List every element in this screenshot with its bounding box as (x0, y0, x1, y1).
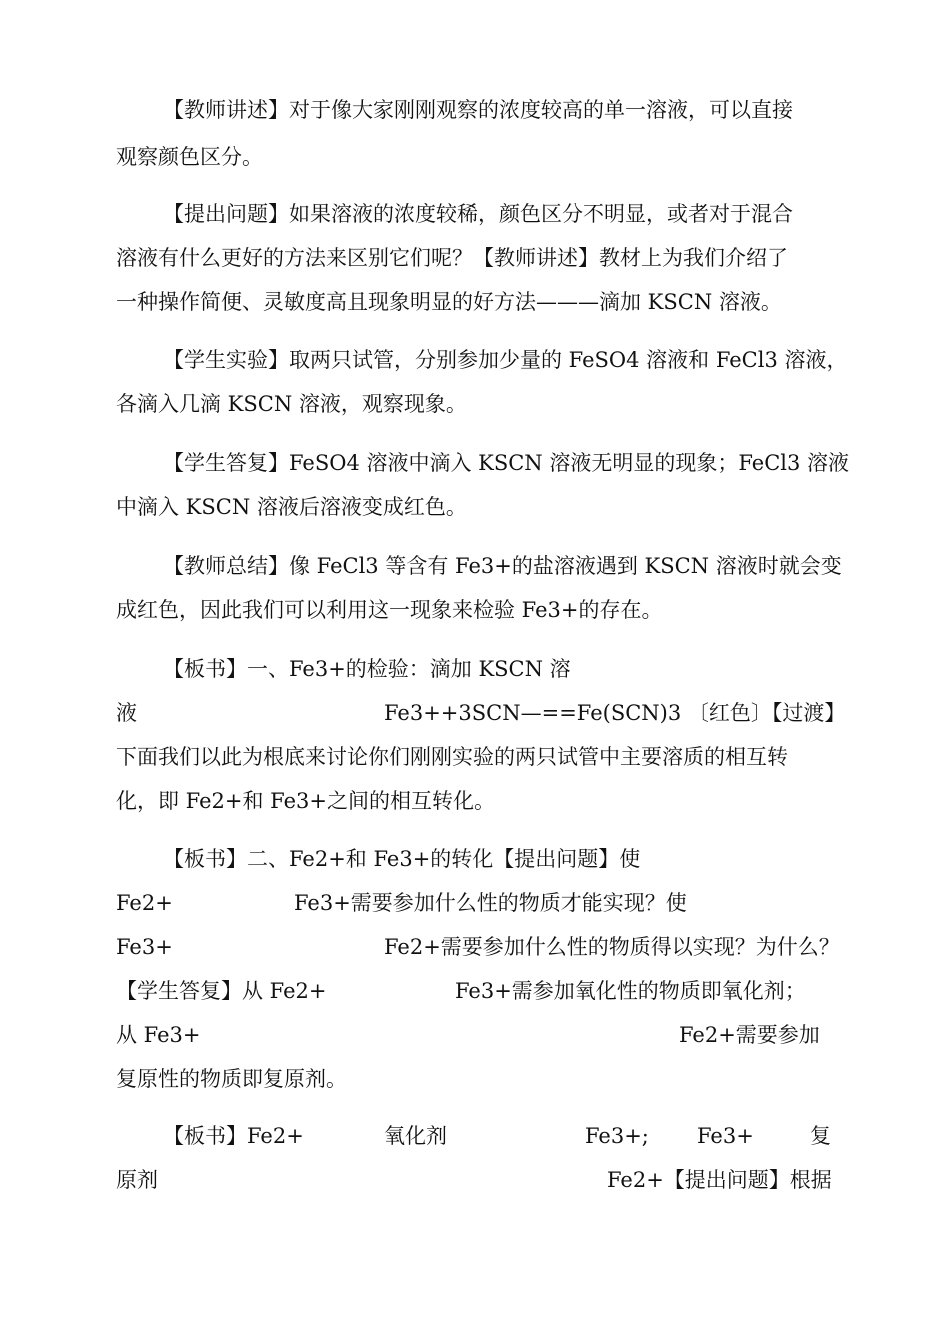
para6-line4: 化，即 Fe2+和 Fe3+之间的相互转化。 (116, 789, 495, 813)
para7-line5-end: Fe2+需要参加 (679, 1023, 820, 1047)
para7-line3-end: Fe2+需要参加什么性的物质得以实现？为什么？ (384, 935, 840, 959)
para8-line2-start: 原剂 (116, 1168, 158, 1192)
para8-line1-c: Fe3+; (585, 1124, 649, 1148)
para1-line1: 【教师讲述】对于像大家刚刚观察的浓度较高的单一溶液，可以直接 (163, 98, 793, 122)
para6-line2-equation: Fe3++3SCN—==Fe(SCN)3 〔红色〕【过渡】 (384, 701, 846, 725)
para2-line2: 溶液有什么更好的方法来区别它们呢？【教师讲述】教材上为我们介绍了 (116, 246, 788, 270)
para3-line2: 各滴入几滴 KSCN 溶液，观察现象。 (116, 392, 467, 416)
para7-line3-start: Fe3+ (116, 935, 173, 959)
para2-line3: 一种操作简便、灵敏度高且现象明显的好方法———滴加 KSCN 溶液。 (116, 290, 782, 314)
para7-line2-start: Fe2+ (116, 891, 173, 915)
para7-line4-start: 【学生答复】从 Fe2+ (116, 979, 327, 1003)
para4-line2: 中滴入 KSCN 溶液后溶液变成红色。 (116, 495, 467, 519)
para8-line1-e: 复 (810, 1124, 831, 1148)
para1-line2: 观察颜色区分。 (116, 145, 263, 169)
para7-line4-end: Fe3+需参加氧化性的物质即氧化剂； (455, 979, 806, 1003)
para8-line1-b: 氧化剂 (384, 1124, 447, 1148)
para6-line1: 【板书】一、Fe3+的检验：滴加 KSCN 溶 (163, 657, 571, 681)
para8-line1-d: Fe3+ (697, 1124, 754, 1148)
para5-line2: 成红色，因此我们可以利用这一现象来检验 Fe3+的存在。 (116, 598, 663, 622)
para4-line1: 【学生答复】FeSO4 溶液中滴入 KSCN 溶液无明显的现象；FeCl3 溶液 (163, 451, 850, 475)
para5-line1: 【教师总结】像 FeCl3 等含有 Fe3+的盐溶液遇到 KSCN 溶液时就会变 (163, 554, 842, 578)
para3-line1: 【学生实验】取两只试管，分别参加少量的 FeSO4 溶液和 FeCl3 溶液， (163, 348, 848, 372)
para7-line6: 复原性的物质即复原剂。 (116, 1067, 347, 1091)
para7-line2-end: Fe3+需要参加什么性的物质才能实现？使 (294, 891, 687, 915)
para2-line1: 【提出问题】如果溶液的浓度较稀，颜色区分不明显，或者对于混合 (163, 202, 793, 226)
para7-line5-start: 从 Fe3+ (116, 1023, 201, 1047)
para8-line2-end: Fe2+【提出问题】根据 (607, 1168, 832, 1192)
para8-line1-a: 【板书】Fe2+ (163, 1124, 304, 1148)
para7-line1: 【板书】二、Fe2+和 Fe3+的转化【提出问题】使 (163, 847, 641, 871)
para6-line3: 下面我们以此为根底来讨论你们刚刚实验的两只试管中主要溶质的相互转 (116, 745, 788, 769)
para6-line2-start: 液 (116, 701, 137, 725)
